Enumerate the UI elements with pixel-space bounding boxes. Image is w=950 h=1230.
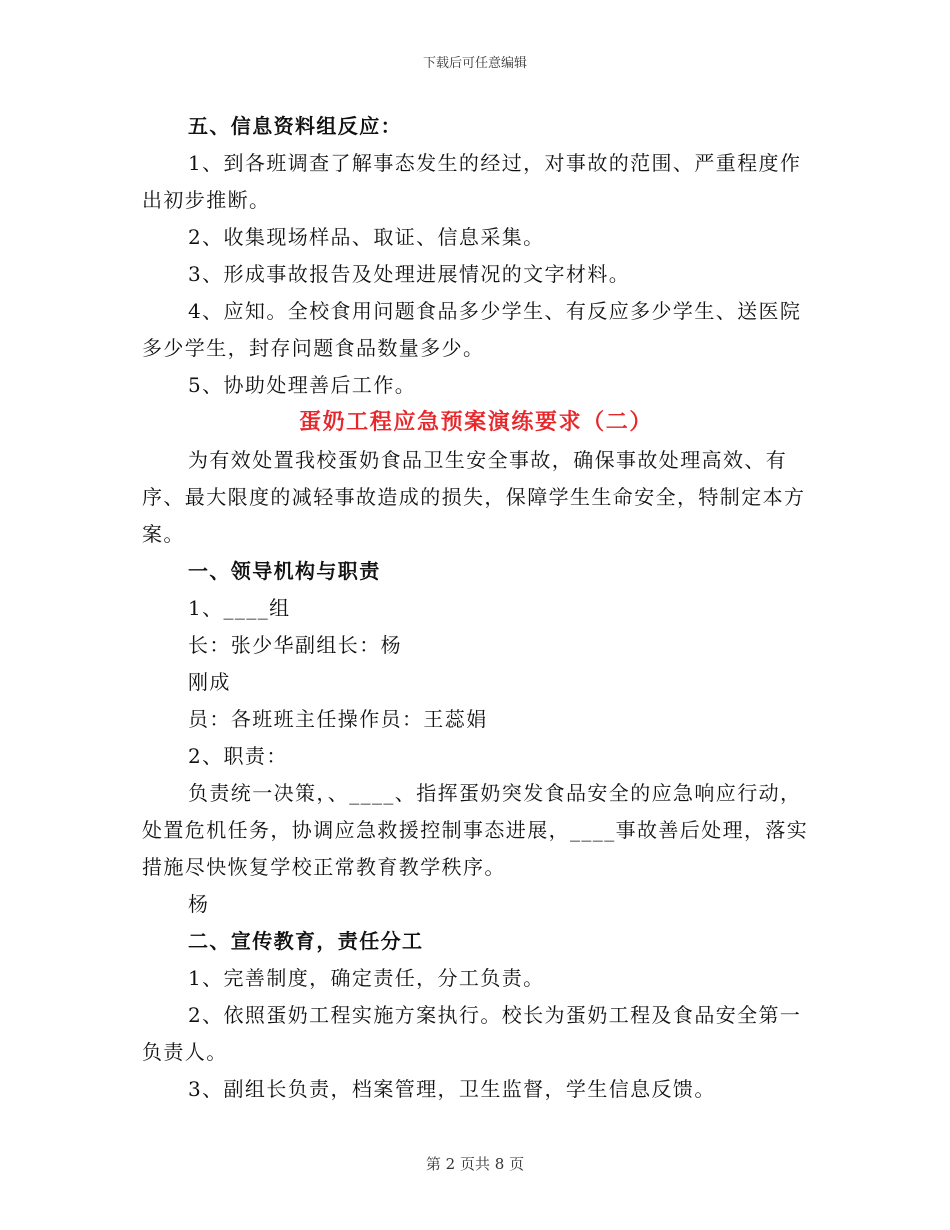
part2-item-1: 1、完善制度，确定责任，分工负责。 bbox=[188, 966, 545, 990]
document-title: 蛋奶工程应急预案演练要求（二） bbox=[298, 410, 653, 435]
section5-heading: 五、信息资料组反应： bbox=[188, 114, 402, 138]
part1-duties: 负责统一决策，、____、指挥蛋奶突发食品安全的应急响应行动，处置危机任务，协调应急救援控制事态进展，____事故善后处理，落实措施尽快恢复学校正常教育教学秩序。 bbox=[142, 781, 809, 879]
intro-paragraph: 为有效处置我校蛋奶食品卫生安全事故，确保事故处理高效、有序、最大限度的减轻事故造成的损失，保障学生生命安全，特制定本方案。 bbox=[142, 448, 806, 546]
part1-heading: 一、领导机构与职责 bbox=[188, 559, 381, 583]
section5-item-3: 3、形成事故报告及处理进展情况的文字材料。 bbox=[188, 262, 631, 286]
part2-heading: 二、宣传教育，责任分工 bbox=[188, 929, 424, 953]
part1-line-4: 员：各班班主任操作员：王蕊娟 bbox=[188, 707, 488, 731]
section5-item-5: 5、协助处理善后工作。 bbox=[188, 373, 417, 397]
section5-item-4: 4、应知。全校食用问题食品多少学生、有反应多少学生、送医院多少学生，封存问题食品数量多少。 bbox=[142, 299, 802, 360]
part2-item-3: 3、副组长负责，档案管理，卫生监督，学生信息反馈。 bbox=[188, 1077, 716, 1101]
page-header: 下载后可任意编辑 bbox=[422, 56, 527, 71]
part1-line-3: 刚成 bbox=[188, 670, 231, 694]
part1-line-1: 1、____组 bbox=[188, 596, 291, 620]
part1-line-6: 杨 bbox=[188, 892, 210, 916]
page-footer: 第 2 页共 8 页 bbox=[425, 1155, 525, 1173]
part1-line-2: 长：张少华副组长：杨 bbox=[188, 633, 402, 657]
part2-item-2: 2、依照蛋奶工程实施方案执行。校长为蛋奶工程及食品安全第一负责人。 bbox=[142, 1003, 802, 1064]
part1-line-5: 2、职责： bbox=[188, 744, 288, 768]
section5-item-1: 1、到各班调查了解事态发生的经过，对事故的范围、严重程度作出初步推断。 bbox=[142, 151, 802, 212]
document-body bbox=[142, 108, 810, 1108]
section5-item-2: 2、收集现场样品、取证、信息采集。 bbox=[188, 225, 545, 249]
